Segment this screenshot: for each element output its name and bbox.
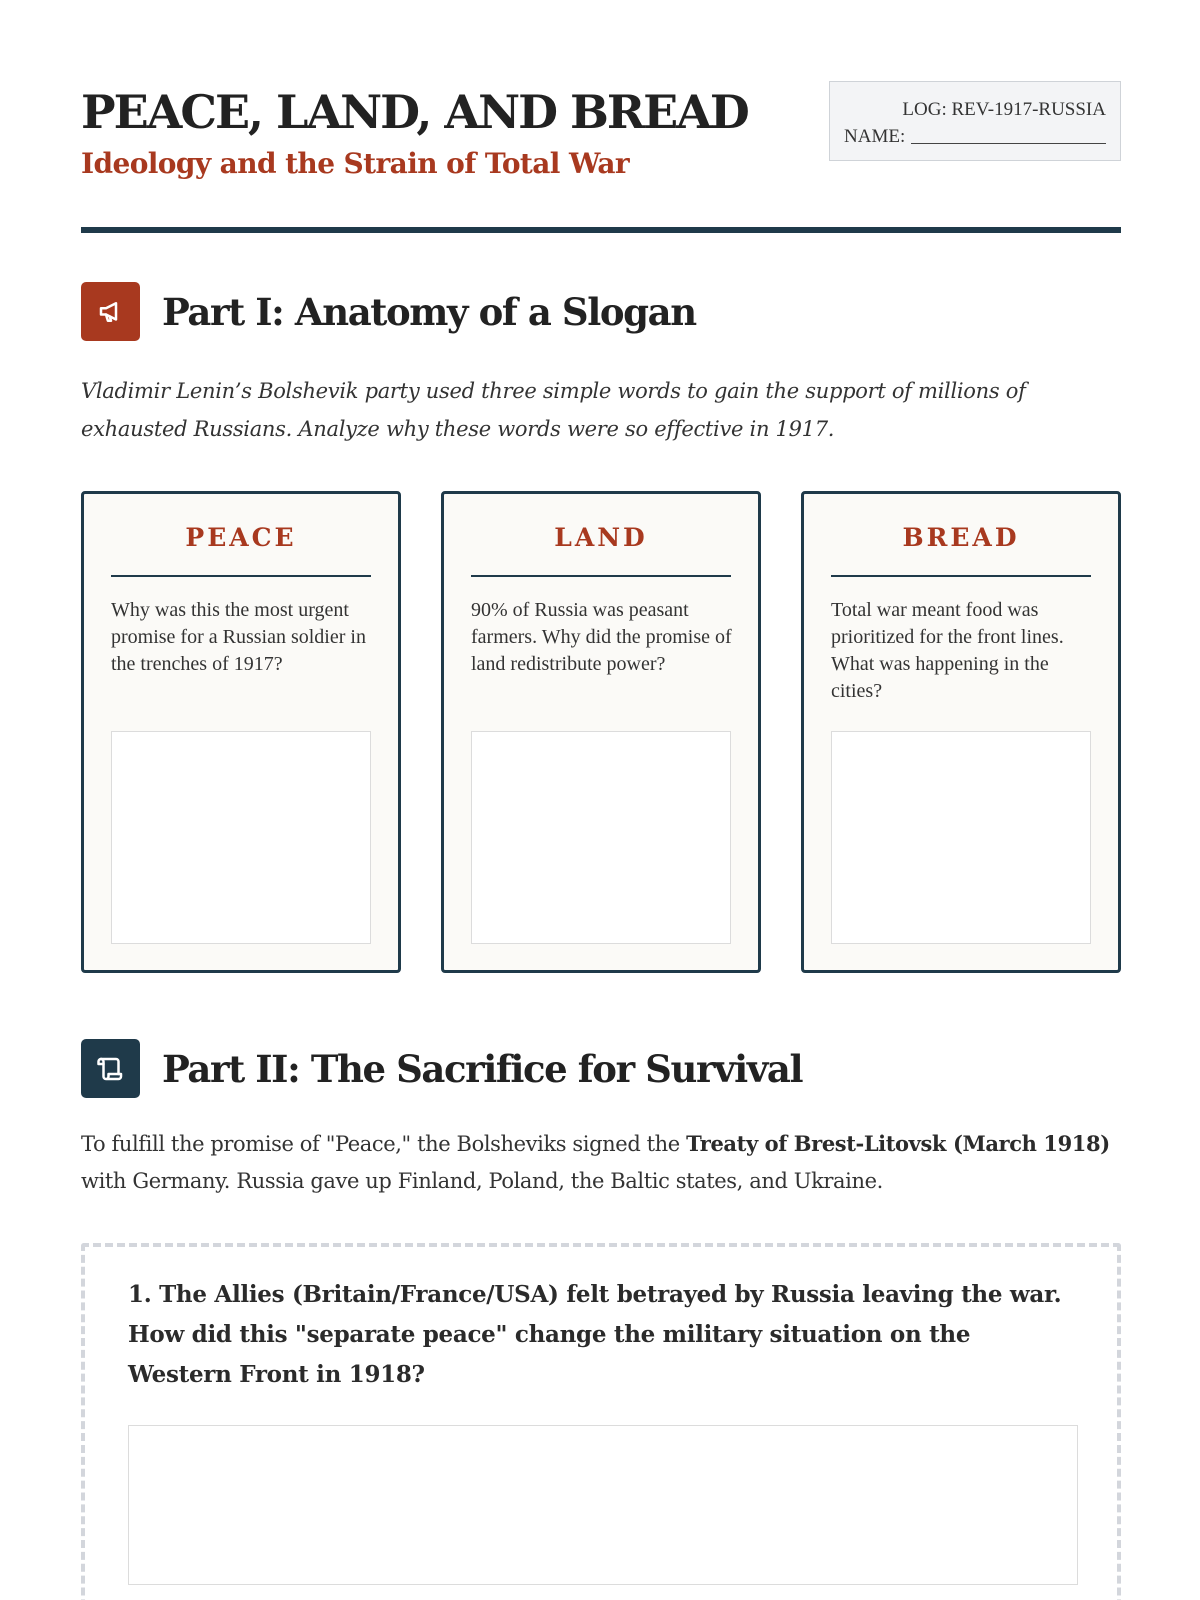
log-box — [829, 81, 1121, 161]
question-1: 1. The Allies (Britain/France/USA) felt betrayed by Russia leaving the war. How did this "separate peace" change the military situation on the Western Front in 1918? — [128, 1281, 1062, 1388]
page-title: PEACE, LAND, AND BREAD — [81, 85, 748, 139]
question-box — [81, 1243, 1121, 1600]
card-heading: LAND — [554, 523, 648, 552]
context-text-end: with Germany. Russia gave up Finland, Poland, the Baltic states, and Ukraine. — [81, 1169, 883, 1193]
answer-box-question-1[interactable] — [128, 1425, 1078, 1585]
card-question: Why was this the most urgent promise for a Russian soldier in the trenches of 1917? — [111, 599, 366, 675]
card-question: Total war meant food was prioritized for the front lines. What was happening in the cities? — [831, 599, 1064, 702]
part1-header — [81, 282, 1121, 342]
megaphone-icon — [81, 282, 140, 341]
card-question: 90% of Russia was peasant farmers. Why did the promise of land redistribute power? — [471, 599, 732, 675]
name-label: NAME: — [844, 126, 906, 147]
worksheet-header — [81, 82, 1121, 202]
name-field[interactable] — [911, 123, 1106, 144]
part2-header — [81, 1039, 1121, 1099]
card-divider — [471, 575, 731, 577]
card-divider — [831, 575, 1091, 577]
part2-title: Part II: The Sacrifice for Survival — [162, 1047, 803, 1091]
card-heading: PEACE — [185, 523, 297, 552]
name-line — [844, 123, 1106, 150]
answer-box-peace[interactable] — [111, 731, 371, 944]
card-peace — [81, 491, 401, 973]
scroll-icon — [81, 1039, 140, 1098]
part1-intro: Vladimir Lenin’s Bolshevik party used three simple words to gain the support of millions of exhausted Russians. Analyze why these words were so effective in 1917. — [81, 379, 1026, 441]
slogan-cards — [81, 491, 1121, 973]
part1-title: Part I: Anatomy of a Slogan — [162, 290, 696, 334]
card-divider — [111, 575, 371, 577]
answer-box-bread[interactable] — [831, 731, 1091, 944]
card-heading: BREAD — [902, 523, 1020, 552]
card-bread — [801, 491, 1121, 973]
context-text-start: To fulfill the promise of "Peace," the Bolsheviks signed the — [81, 1132, 687, 1156]
page-subtitle: Ideology and the Strain of Total War — [81, 147, 630, 180]
card-land — [441, 491, 761, 973]
header-divider — [81, 227, 1121, 233]
answer-box-land[interactable] — [471, 731, 731, 944]
log-code: LOG: REV-1917-RUSSIA — [902, 99, 1106, 120]
treaty-name: Treaty of Brest-Litovsk (March 1918) — [686, 1131, 1110, 1156]
part2-context — [81, 1125, 1121, 1200]
